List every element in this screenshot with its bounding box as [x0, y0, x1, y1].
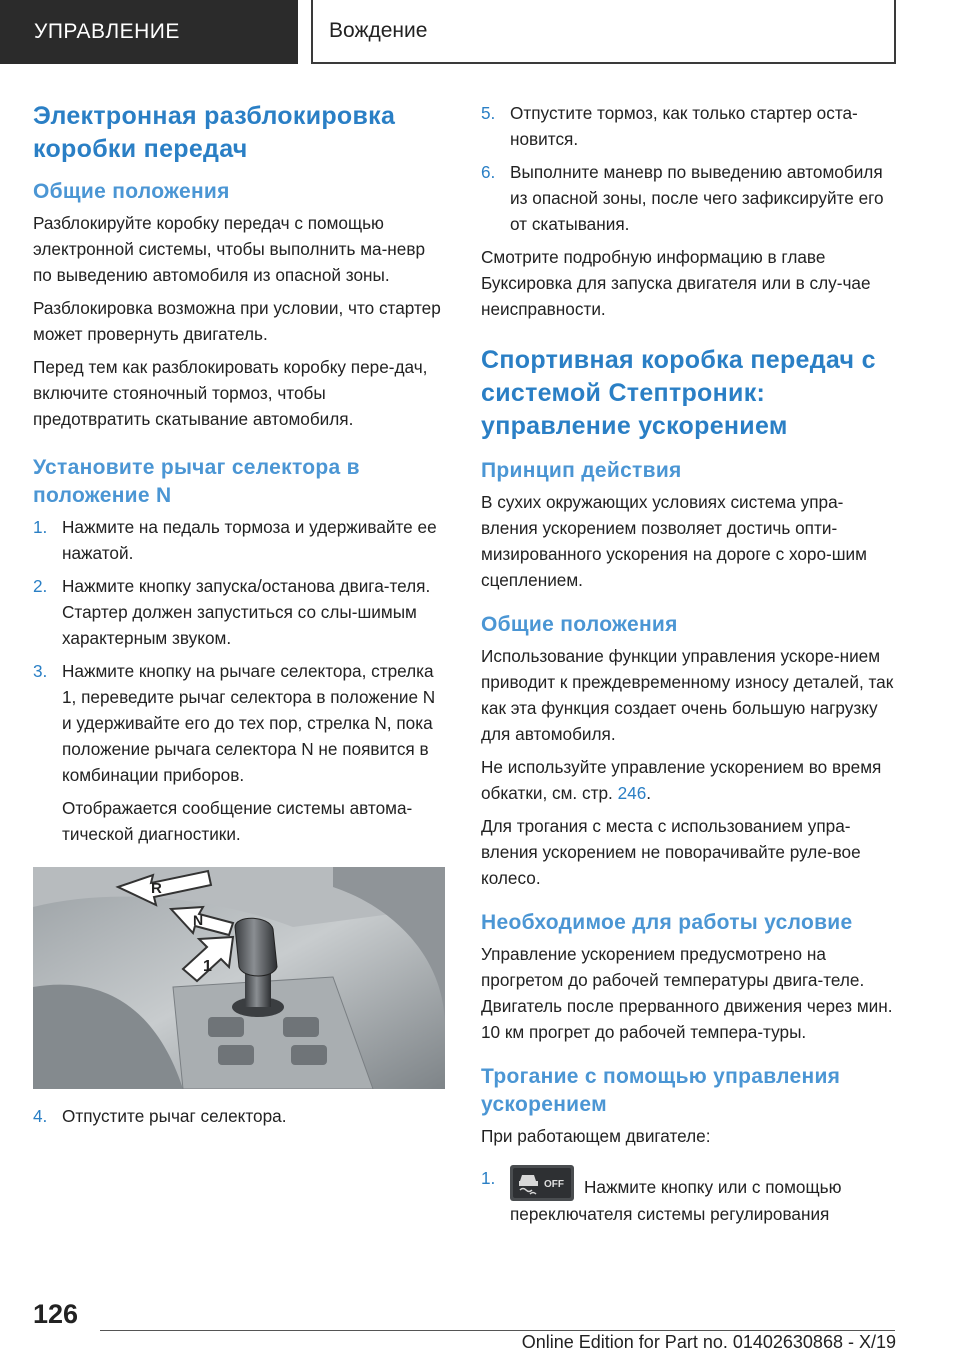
right-column	[481, 100, 896, 1234]
step-text: Нажмите на педаль тормоза и удерживайте ее нажатой.	[62, 517, 437, 563]
step-1	[33, 514, 445, 566]
label-n: N	[193, 912, 204, 928]
step-number: 1.	[33, 517, 48, 537]
paragraph-general-2-end: .	[646, 783, 652, 803]
paragraph-unlock-1: Разблокируйте коробку передач с помощью электронной системы, чтобы выполнить ма-невр по выведению автомобиля из опасной зоны.	[33, 213, 426, 285]
gear-selector-drawing	[33, 867, 445, 1089]
step-text: Нажмите кнопку на рычаге селектора, стрелка 1, переведите рычаг селектора в положение N и удерживайте его до тех пор, стрелка N, пока положение рычага селектора N не появится в комбинации приборов.	[62, 661, 436, 785]
step-number: 6.	[481, 162, 496, 182]
heading-launch-control: Спортивная коробка передач с системой Стептроник: управление ускорением	[481, 346, 876, 440]
step-4	[33, 1103, 445, 1129]
paragraph-general-1: Использование функции управления ускоре-нием приводит к преждевременному износу деталей, так как эта функция создает очень большую нагрузку для автомобиля.	[481, 646, 894, 744]
heading-general-left: Общие положения	[33, 180, 230, 203]
step-number: 3.	[33, 661, 48, 681]
gear-selector-illustration	[33, 867, 445, 1089]
paragraph-see-chapter: Смотрите подробную информацию в главе Буксировка для запуска двигателя или в слу-чае неисправности.	[481, 247, 871, 319]
paragraph-principle: В сухих окружающих условиях система упра-вления ускорением позволяет достичь опти-мизированного ускорения на дороге с хоро-шим сцеплением.	[481, 492, 867, 590]
step-number: 2.	[33, 576, 48, 596]
launch-step-1	[481, 1165, 896, 1227]
step-text: Выполните маневр по выведению автомобиля из опасной зоны, после чего зафиксируйте его от скатывания.	[510, 162, 884, 234]
step-number: 1.	[481, 1168, 496, 1188]
step-text: Нажмите кнопку запуска/останова двига-теля. Стартер должен запуститься со слы-шимым характерным звуком.	[62, 576, 431, 648]
label-1: 1	[203, 958, 212, 975]
footer-edition: Online Edition for Part no. 01402630868 - X/19	[521, 1332, 896, 1352]
traction-off-button-icon	[510, 1165, 574, 1201]
step-text	[510, 1165, 896, 1227]
page-number: 126	[33, 1299, 79, 1329]
paragraph-general-3: Для трогания с места с использованием упра-вления ускорением не поворачивайте руле-вое колесо.	[481, 816, 861, 888]
paragraph-unlock-3: Перед тем как разблокировать коробку пере-дач, включите стояночный тормоз, чтобы предотвратить скатывание автомобиля.	[33, 357, 428, 429]
left-column	[33, 100, 445, 1136]
step-number: 5.	[481, 103, 496, 123]
footer-divider	[100, 1330, 895, 1331]
paragraph-general-2-text: Не используйте управление ускорением во время обкатки, см. стр.	[481, 757, 882, 803]
icon-off-label: OFF	[544, 1179, 564, 1190]
section-title: УПРАВЛЕНИЕ	[34, 20, 180, 43]
step-text: Отпустите тормоз, как только стартер оста-новится.	[510, 103, 858, 149]
page-link-246[interactable]: 246	[617, 783, 647, 803]
step-text: Отпустите рычаг селектора.	[62, 1106, 287, 1126]
heading-electronic-unlock: Электронная разблокировка коробки передач	[33, 102, 396, 163]
paragraph-general-2	[481, 754, 896, 806]
section-tab	[0, 0, 298, 64]
step-2	[33, 573, 445, 651]
paragraph-engine-running: При работающем двигателе:	[481, 1126, 711, 1146]
heading-principle: Принцип действия	[481, 459, 682, 482]
launch-step-1-text: Нажмите кнопку или с помощью переключателя системы регулирования	[510, 1177, 842, 1224]
heading-condition: Необходимое для работы условие	[481, 911, 853, 934]
step-3-note: Отображается сообщение системы автома-тической диагностики.	[62, 798, 413, 844]
heading-selector-n: Установите рычаг селектора в положение N	[33, 456, 360, 507]
chapter-header	[311, 0, 896, 64]
chapter-title: Вождение	[329, 19, 428, 42]
label-r: R	[151, 880, 162, 897]
step-3	[33, 658, 445, 788]
step-6	[481, 159, 896, 237]
paragraph-unlock-2: Разблокировка возможна при условии, что стартер может провернуть двигатель.	[33, 298, 441, 344]
paragraph-condition: Управление ускорением предусмотрено на прогретом до рабочей температуры двига-теле. Двигатель после прерванного движения через мин. 10 км прогрет до рабочей темпера-туры.	[481, 944, 893, 1042]
step-number: 4.	[33, 1106, 48, 1126]
heading-start-launch: Трогание с помощью управления ускорением	[481, 1065, 841, 1116]
step-5	[481, 100, 896, 152]
heading-general-right: Общие положения	[481, 613, 678, 636]
